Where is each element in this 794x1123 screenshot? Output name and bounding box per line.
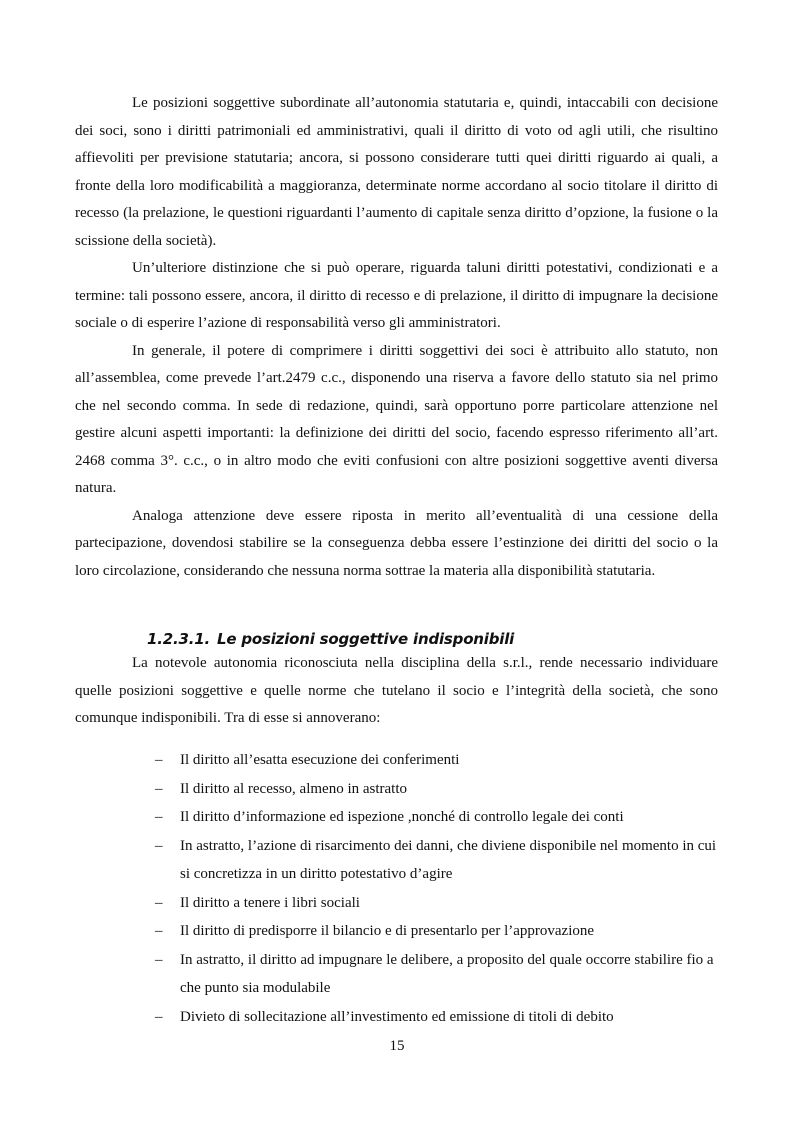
page-number: 15 (389, 1038, 405, 1054)
list-item: – Il diritto d’informazione ed ispezione ,nonché di controllo legale dei conti (155, 803, 718, 832)
list-item: – Il diritto al recesso, almeno in astratto (155, 775, 718, 804)
section-heading (147, 630, 514, 648)
paragraph-3: In generale, il potere di comprimere i diritti soggettivi dei soci è attribuito allo statuto, non all’assemblea, come prevede l’art.2479 c.c., disponendo una riserva a favore dello statuto sia nel primo che nel secondo comma. In sede di redazione, quindi, sarà opportuno porre particolare attenzione nel gestire alcuni aspetti importanti: la definizione dei diritti del socio, facendo espresso riferimento all’art. 2468 comma 3°. c.c., o in altro modo che eviti confusioni con altre posizioni soggettive aventi diversa natura. (75, 342, 718, 496)
list-dash: – (155, 752, 163, 768)
list-item: – Il diritto a tenere i libri sociali (155, 889, 718, 918)
list-item: – Il diritto di predisporre il bilancio e di presentarlo per l’approvazione (155, 917, 718, 946)
list-item: – In astratto, l’azione di risarcimento dei danni, che diviene disponibile nel momento in cui si concretizza in un diritto potestativo d’agire (155, 832, 718, 889)
list-dash: – (155, 1008, 163, 1025)
list-item: – Divieto di sollecitazione all’investimento ed emissione di titoli di debito (155, 1003, 718, 1032)
section-title: Le posizioni soggettive indisponibili (217, 630, 515, 648)
list-dash: – (155, 780, 163, 797)
list-item: – In astratto, il diritto ad impugnare le delibere, a proposito del quale occorre stabilire fio a che punto sia modulabile (155, 946, 718, 1003)
list-item: – Il diritto all’esatta esecuzione dei conferimenti (155, 746, 718, 775)
section-intro: La notevole autonomia riconosciuta nella disciplina della s.r.l., rende necessario individuare quelle posizioni soggettive e quelle norme che tutelano il socio e l’integrità della società, che sono comunque indisponibili. Tra di esse si annoverano: (75, 655, 718, 726)
body-text-top (75, 90, 718, 585)
indisponibili-list (155, 746, 718, 1031)
paragraph-2: Un’ulteriore distinzione che si può operare, riguarda taluni diritti potestativi, condizionati e a termine: tali possono essere, ancora, il diritto di recesso e di prelazione, il diritto di impugnare la decisione sociale o di esperire l’azione di responsabilità verso gli amministratori. (75, 260, 718, 331)
paragraph-1: Le posizioni soggettive subordinate all’autonomia statutaria e, quindi, intaccabili con decisione dei soci, sono i diritti patrimoniali ed amministrativi, quali il diritto di voto od agli utili, che risultino affievoliti per previsione statutaria; ancora, si possono considerare tutti quei diritti riguardo ai quali, a fronte della loro modificabilità a maggioranza, determinate norme accordano al socio titolare il diritto di recesso (la prelazione, le questioni riguardanti l’aumento di capitale senza diritto d’opzione, la fusione o la scissione della società). (75, 95, 718, 249)
list-dash: – (155, 951, 163, 968)
section-number: 1.2.3.1. (147, 630, 210, 648)
list-dash: – (155, 894, 163, 911)
list-dash: – (155, 809, 163, 825)
section-intro-block (75, 650, 718, 733)
list-dash: – (155, 923, 163, 939)
list-dash: – (155, 837, 163, 854)
paragraph-4: Analoga attenzione deve essere riposta in merito all’eventualità di una cessione della partecipazione, dovendosi stabilire se la conseguenza debba essere l’estinzione dei diritti del socio o la loro circolazione, considerando che nessuna norma sottrae la materia alla disponibilità statutaria. (75, 507, 718, 579)
